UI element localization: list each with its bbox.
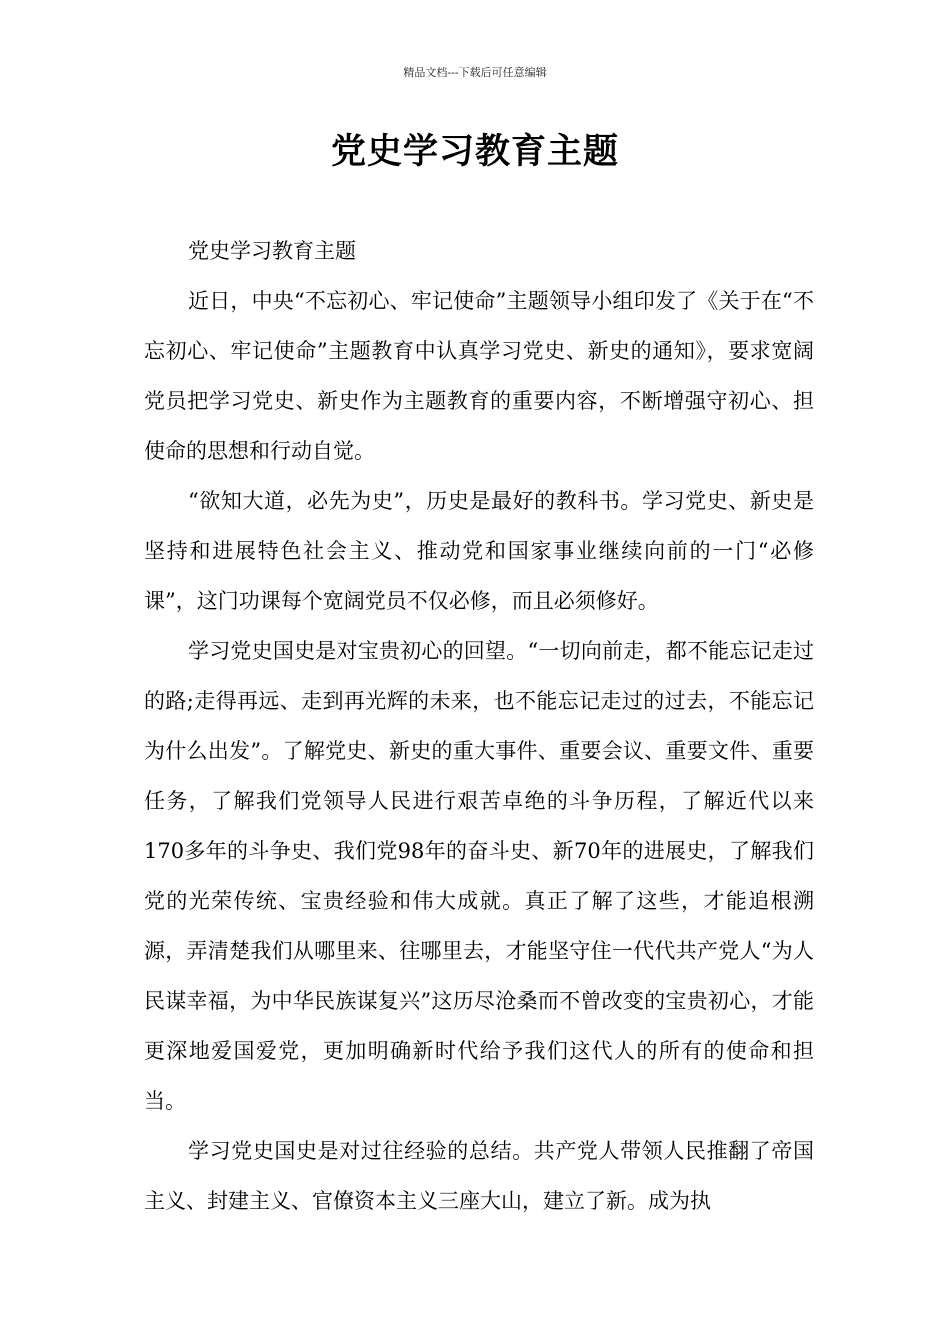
- paragraph: 学习党史国史是对过往经验的总结。共产党人带领人民推翻了帝国主义、封建主义、官僚资本主义三座大山，建立了新。成为执: [144, 1139, 814, 1213]
- paragraph-subtitle: 党史学习教育主题: [188, 239, 356, 263]
- paragraph: 学习党史国史是对宝贵初心的回望。“一切向前走，都不能忘记走过的路;走得再远、走到再光辉的未来，也不能忘记走过的过去，不能忘记为什么出发”。了解党史、新史的重大事件、重要会议、重要文件、重要任务，了解我们党领导人民进行艰苦卓绝的斗争历程，了解近代以来170多年的斗争史、我们党98年的奋斗史、新70年的进展史，了解我们党的光荣传统、宝贵经验和伟大成就。真正了解了这些，才能追根溯源，弄清楚我们从哪里来、往哪里去，才能坚守住一代代共产党人“为人民谋幸福，为中华民族谋复兴”这历尽沧桑而不曾改变的宝贵初心，才能更深地爱国爱党，更加明确新时代给予我们这代人的所有的使命和担当。: [144, 639, 814, 1113]
- header-note: 精品文档---下载后可任意编辑: [403, 66, 547, 79]
- document-body: [144, 226, 814, 1226]
- paragraph: “欲知大道，必先为史”，历史是最好的教科书。学习党史、新史是坚持和进展特色社会主义、推动党和国家事业继续向前的一门“必修课”，这门功课每个宽阔党员不仅必修，而且必须修好。: [144, 489, 814, 613]
- paragraph: 近日，中央“不忘初心、牢记使命”主题领导小组印发了《关于在“不忘初心、牢记使命”主题教育中认真学习党史、新史的通知》，要求宽阔党员把学习党史、新史作为主题教育的重要内容，不断增强守初心、担使命的思想和行动自觉。: [144, 289, 814, 463]
- document-title: 党史学习教育主题: [330, 131, 619, 172]
